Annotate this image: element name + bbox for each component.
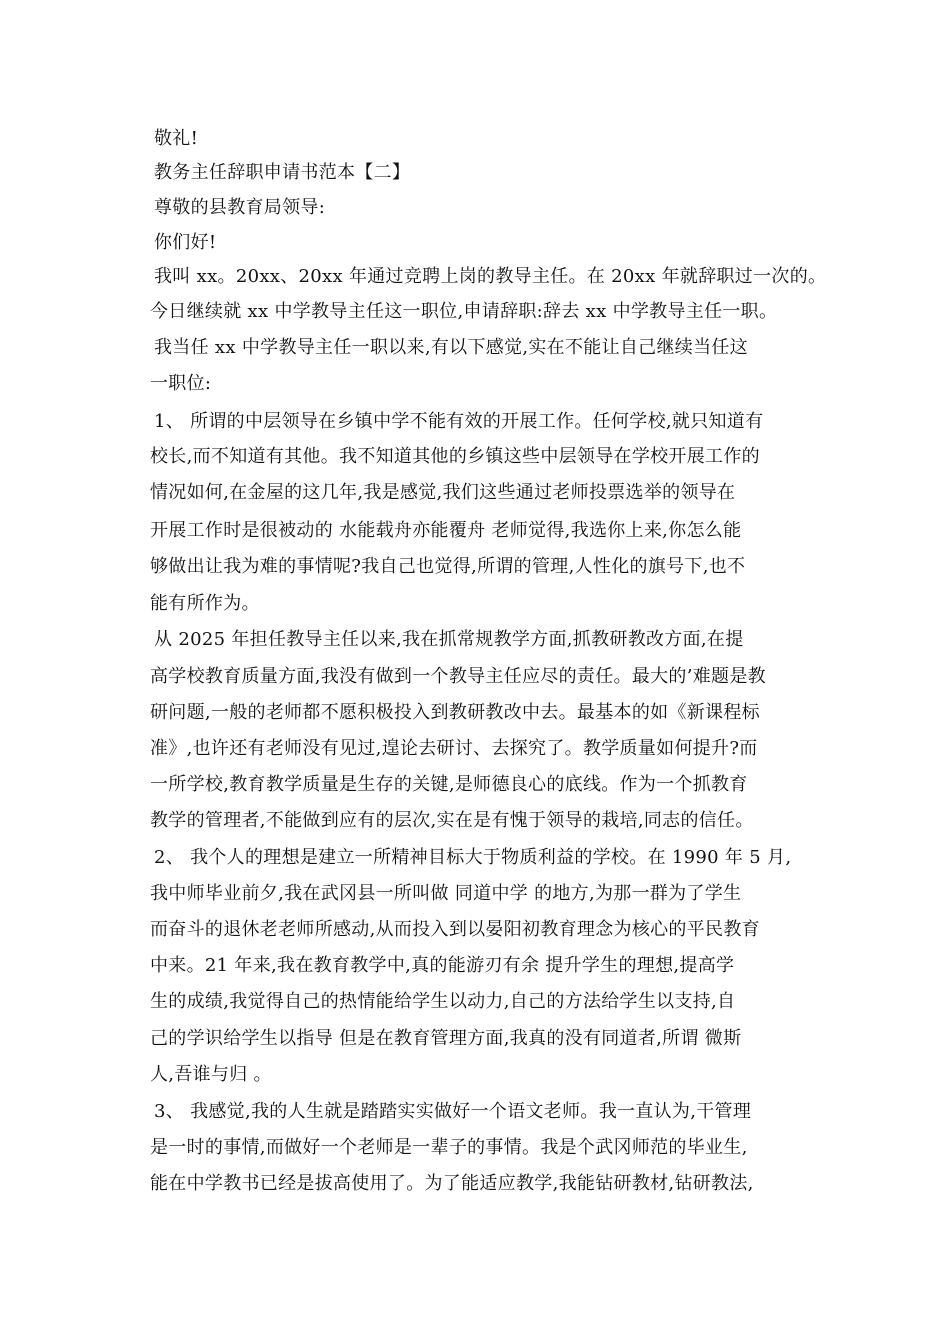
list-item-line: 2、 我个人的理想是建立一所精神目标大于物质利益的学校。在 1990 年 5 月, bbox=[154, 847, 792, 868]
paragraph-line: 我叫 xx。20xx、20xx 年通过竞聘上岗的教导主任。在 20xx 年就辞职过一次的。 bbox=[154, 266, 827, 287]
paragraph-line: 能在中学教书已经是拔高使用了。为了能适应教学,我能钻研教材,钻研教法, bbox=[150, 1173, 754, 1194]
paragraph-line: 一所学校,教育教学质量是生存的关键,是师德良心的底线。作为一个抓教育 bbox=[150, 774, 748, 795]
paragraph-line: 校长,而不知道有其他。我不知道其他的乡镇这些中层领导在学校开展工作的 bbox=[150, 446, 760, 467]
paragraph-line: 研问题,一般的老师都不愿积极投入到教研教改中去。最基本的如《新课程标 bbox=[150, 702, 760, 723]
paragraph-line: 一职位: bbox=[150, 373, 212, 394]
paragraph-line: 高学校教育质量方面,我没有做到一个教导主任应尽的责任。最大的’难题是教 bbox=[150, 666, 766, 687]
paragraph-line: 教学的管理者,不能做到应有的层次,实在是有愧于领导的栽培,同志的信任。 bbox=[150, 810, 754, 831]
paragraph-line: 今日继续就 xx 中学教导主任这一职位,申请辞职:辞去 xx 中学教导主任一职。 bbox=[150, 301, 778, 322]
greeting-recipient: 尊敬的县教育局领导: bbox=[154, 197, 326, 218]
paragraph-line: 情况如何,在金屋的这几年,我是感觉,我们这些通过老师投票选举的领导在 bbox=[150, 482, 736, 503]
paragraph-line: 人,吾谁与归 。 bbox=[150, 1064, 272, 1085]
closing-salutation: 敬礼! bbox=[154, 128, 199, 149]
paragraph-line: 开展工作时是很被动的 水能载舟亦能覆舟 老师觉得,我选你上来,你怎么能 bbox=[150, 520, 742, 541]
paragraph-line: 够做出让我为难的事情呢?我自己也觉得,所谓的管理,人性化的旗号下,也不 bbox=[150, 556, 746, 577]
paragraph-line: 从 2025 年担任教导主任以来,我在抓常规教学方面,抓教研教改方面,在提 bbox=[154, 629, 744, 650]
paragraph-line: 我当任 xx 中学教导主任一职以来,有以下感觉,实在不能让自己继续当任这 bbox=[154, 337, 748, 358]
greeting: 你们好! bbox=[154, 232, 217, 253]
list-item-line: 3、 我感觉,我的人生就是踏踏实实做好一个语文老师。我一直认为,干管理 bbox=[154, 1101, 752, 1122]
paragraph-line: 而奋斗的退休老老师所感动,从而投入到以晏阳初教育理念为核心的平民教育 bbox=[150, 919, 760, 940]
list-item-line: 1、 所谓的中层领导在乡镇中学不能有效的开展工作。任何学校,就只知道有 bbox=[154, 411, 764, 432]
paragraph-line: 生的成绩,我觉得自己的热情能给学生以动力,自己的方法给学生以支持,自 bbox=[150, 991, 736, 1012]
paragraph-line: 能有所作为。 bbox=[150, 593, 260, 614]
paragraph-line: 中来。21 年来,我在教育教学中,真的能游刃有余 提升学生的理想,提高学 bbox=[150, 955, 735, 976]
paragraph-line: 准》,也许还有老师没有见过,遑论去研讨、去探究了。教学质量如何提升?而 bbox=[150, 738, 758, 759]
paragraph-line: 是一时的事情,而做好一个老师是一辈子的事情。我是个武冈师范的毕业生, bbox=[150, 1137, 748, 1158]
section-title: 教务主任辞职申请书范本【二】 bbox=[154, 162, 411, 183]
paragraph-line: 己的学识给学生以指导 但是在教育管理方面,我真的没有同道者,所谓 微斯 bbox=[150, 1028, 742, 1049]
paragraph-line: 我中师毕业前夕,我在武冈县一所叫做 同道中学 的地方,为那一群为了学生 bbox=[150, 883, 742, 904]
